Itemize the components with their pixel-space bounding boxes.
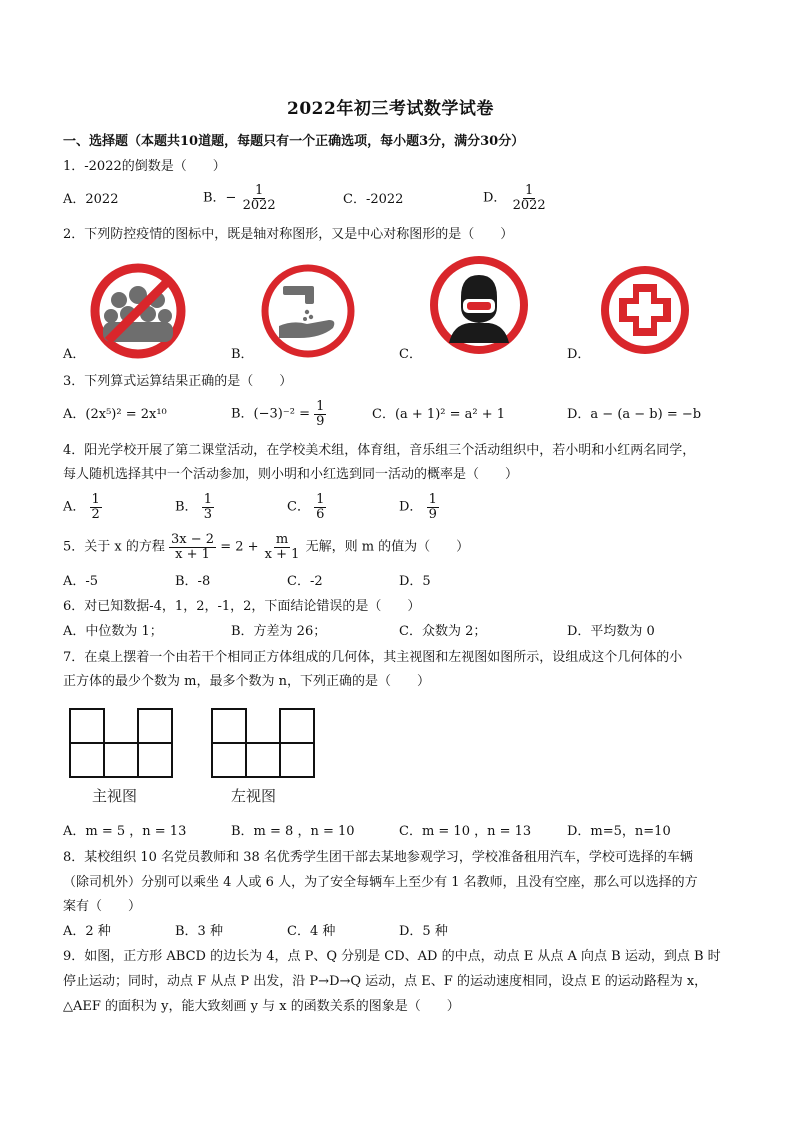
- fraction: $\frac{m}{x + 1}$: [264, 532, 300, 562]
- page-title: 2022年初三考试数学试卷: [287, 99, 494, 119]
- front-view-label: 主视图: [92, 787, 138, 805]
- no-gathering-icon: [89, 262, 187, 360]
- question-7-option-a: A．m = 5 ，n = 13: [63, 824, 187, 839]
- fraction: $\frac{3x - 2}{x + 1}$: [171, 532, 215, 562]
- question-6-option-a: A．中位数为 1；: [63, 624, 163, 639]
- fraction: $\frac{1}{9}$: [316, 399, 325, 429]
- medical-cross-icon: [597, 262, 693, 358]
- question-1-option-a: A．2022: [63, 192, 119, 207]
- question-2-option-a: A．: [63, 347, 86, 362]
- question-1-stem: 1．-2022的倒数是（ ）: [63, 159, 226, 174]
- question-5-option-a: A．-5: [63, 574, 99, 589]
- fraction: $\frac{1}{6}$: [316, 492, 325, 522]
- question-7-line-1: 7．在桌上摆着一个由若干个相同正方体组成的几何体，其主视图和左视图如图所示，设组成这个几何体的小: [63, 650, 683, 665]
- fraction: $\frac{1}{2022}$: [242, 183, 276, 213]
- question-2-option-d: D．: [567, 347, 591, 362]
- question-9-line-2: 停止运动；同时，动点 F 从点 P 出发，沿 P→D→Q 运动，点 E、F 的运动速度相同，设点 E 的运动路程为 x，: [63, 974, 708, 989]
- question-8-line-1: 8．某校组织 10 名党员教师和 38 名优秀学生团干部去某地参观学习，学校准备租用汽车，学校可选择的车辆: [63, 850, 693, 865]
- fraction: $\frac{1}{2}$: [91, 492, 100, 522]
- question-8-option-d: D．5 种: [399, 924, 448, 939]
- question-6-option-d: D．平均数为 0: [567, 624, 655, 639]
- question-2-option-c: C．: [399, 347, 422, 362]
- question-4-line-2: 每人随机选择其中一个活动参加，则小明和小红选到同一活动的概率是（ ）: [63, 467, 519, 482]
- question-2-option-b: B．: [231, 347, 254, 362]
- fraction: $\frac{1}{2022}$: [512, 183, 546, 213]
- question-5-option-d: D．5: [399, 574, 431, 589]
- question-5-option-b: B．-8: [175, 574, 211, 589]
- question-7-option-d: D．m=5，n=10: [567, 824, 671, 839]
- question-8-line-3: 案有（ ）: [63, 899, 142, 914]
- question-4-option-b: B． $\frac{1}{3}$: [175, 492, 212, 522]
- question-2-stem: 2．下列防控疫情的图标中，既是轴对称图形，又是中心对称图形的是（ ）: [63, 227, 514, 242]
- left-view-diagram: [210, 707, 316, 781]
- question-5-option-c: C．-2: [287, 574, 323, 589]
- question-3-option-b: B．(−3)⁻² = $\frac{1}{9}$: [231, 399, 325, 429]
- question-6-option-c: C．众数为 2；: [399, 624, 487, 639]
- question-4-line-1: 4．阳光学校开展了第二课堂活动，在学校美术组，体育组，音乐组三个活动组织中，若小明和小红两名同学，: [63, 443, 696, 458]
- left-view-label: 左视图: [231, 787, 277, 805]
- fraction: $\frac{1}{3}$: [203, 492, 212, 522]
- question-8-option-c: C．4 种: [287, 924, 336, 939]
- question-8-line-2: （除司机外）分别可以乘坐 4 人或 6 人，为了安全每辆车上至少有 1 名教师，且没有空座，那么可以选择的方: [63, 875, 698, 890]
- question-9-line-3: △AEF 的面积为 y，能大致刻画 y 与 x 的函数关系的图象是（ ）: [63, 999, 460, 1014]
- question-4-option-c: C． $\frac{1}{6}$: [287, 492, 325, 522]
- question-7-option-b: B．m = 8 ，n = 10: [231, 824, 355, 839]
- wear-mask-icon: [429, 255, 529, 355]
- fraction: $\frac{1}{9}$: [428, 492, 437, 522]
- question-8-option-a: A．2 种: [63, 924, 111, 939]
- question-5-stem: 5．关于 x 的方程 $\frac{3x - 2}{x + 1}$ = 2 + $\frac{m}{x + 1}$ 无解，则 m 的值为（ ）: [63, 532, 470, 562]
- question-8-option-b: B．3 种: [175, 924, 223, 939]
- question-4-option-d: D． $\frac{1}{9}$: [399, 492, 437, 522]
- wash-hands-icon: [259, 262, 357, 360]
- question-1-option-b: B．− $\frac{1}{2022}$: [203, 183, 276, 213]
- question-3-option-d: D．a − (a − b) = −b: [567, 407, 702, 422]
- question-4-option-a: A． $\frac{1}{2}$: [63, 492, 100, 522]
- question-7-line-2: 正方体的最少个数为 m，最多个数为 n，下列正确的是（ ）: [63, 674, 430, 689]
- section-heading: 一、选择题（本题共10道题，每题只有一个正确选项，每小题3分，满分30分）: [63, 134, 525, 149]
- question-7-option-c: C．m = 10 ，n = 13: [399, 824, 532, 839]
- question-6-option-b: B．方差为 26；: [231, 624, 327, 639]
- question-6-stem: 6．对已知数据-4，1，2，-1，2，下面结论错误的是（ ）: [63, 599, 421, 614]
- question-1-option-d: D． $\frac{1}{2022}$: [483, 183, 546, 213]
- question-9-line-1: 9．如图，正方形 ABCD 的边长为 4，点 P、Q 分别是 CD、AD 的中点，动点 E 从点 A 向点 B 运动，到点 B 时: [63, 949, 721, 964]
- question-3-option-a: A．(2x⁵)² = 2x¹⁰: [63, 407, 167, 422]
- question-1-option-c: C．-2022: [343, 192, 404, 207]
- front-view-diagram: [68, 707, 174, 781]
- question-3-option-c: C．(a + 1)² = a² + 1: [372, 407, 506, 422]
- question-3-stem: 3．下列算式运算结果正确的是（ ）: [63, 374, 293, 389]
